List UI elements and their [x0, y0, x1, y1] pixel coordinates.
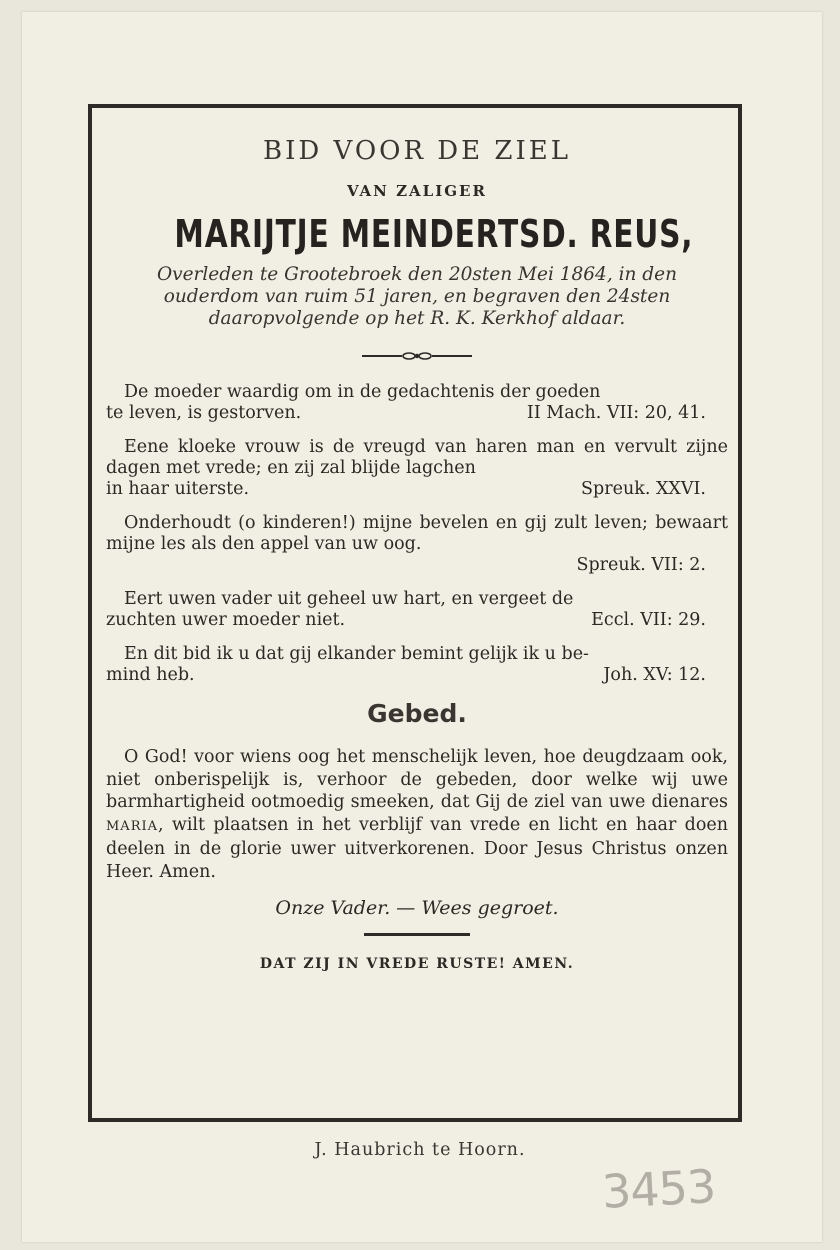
- verse-reference: Spreuk. XXVI.: [581, 479, 706, 499]
- death-details-line: daaropvolgende op het R. K. Kerkhof aldaar.: [208, 308, 626, 329]
- verse-reference: Eccl. VII: 29.: [591, 610, 706, 630]
- verse-text: mind heb.: [106, 665, 195, 685]
- closing-prayers: Onze Vader. — Wees gegroet.: [275, 897, 559, 919]
- card-border-frame: [88, 104, 742, 1122]
- prayer-title: Gebed.: [367, 699, 467, 728]
- divider-rule: [364, 933, 470, 936]
- verse: [106, 382, 728, 424]
- verse-text: Eene kloeke vrouw is de vreugd van haren man en vervult zijne dagen met vrede; en zij zal blijde lagchen: [106, 437, 728, 478]
- heading-prayer-for-soul: BID VOOR DE ZIEL: [263, 136, 571, 166]
- scripture-verses: [106, 382, 728, 686]
- death-details: [106, 264, 728, 330]
- verse-text: zuchten uwer moeder niet.: [106, 610, 346, 630]
- death-details-line: Overleden te Grootebroek den 20sten Mei 1864, in den: [156, 264, 677, 285]
- verse-reference: Spreuk. VII: 2.: [576, 555, 706, 575]
- death-details-line: ouderdom van ruim 51 jaren, en begraven den 24sten: [163, 286, 671, 307]
- catalog-number-handwritten: 3453: [600, 1159, 717, 1219]
- prayer-text: [106, 746, 728, 883]
- ornament-divider-icon: [362, 350, 472, 362]
- verse: [106, 644, 728, 686]
- prayer-deceased-name: MARIA: [106, 818, 159, 834]
- heading-of-deceased: VAN ZALIGER: [347, 182, 487, 200]
- prayer-text-part: , wilt plaatsen in het verblijf van vrede en licht en haar doen deelen in de glorie uwer uitverkorenen. Door Jesus Christus onzen Heer. Amen.: [106, 814, 728, 882]
- verse-text: En dit bid ik u dat gij elkander bemint gelijk ik u be-: [124, 644, 589, 664]
- verse-reference: Joh. XV: 12.: [603, 665, 706, 685]
- rest-in-peace-line: DAT ZIJ IN VREDE RUSTE! AMEN.: [259, 956, 575, 972]
- verse: [106, 513, 728, 576]
- verse: [106, 589, 728, 631]
- verse: [106, 437, 728, 500]
- verse-text: Onderhoudt (o kinderen!) mijne bevelen en gij zult leven; bewaart mijne les als den appel van uw oog.: [106, 513, 728, 554]
- verse-text: De moeder waardig om in de gedachtenis der goeden: [124, 382, 601, 402]
- verse-text: in haar uiterste.: [106, 479, 250, 499]
- verse-reference: II Mach. VII: 20, 41.: [526, 403, 706, 423]
- printer-imprint: J. Haubrich te Hoorn.: [314, 1140, 526, 1160]
- verse-text: te leven, is gestorven.: [106, 403, 302, 423]
- verse-text: Eert uwen vader uit geheel uw hart, en vergeet de: [124, 589, 574, 609]
- prayer-text-part: O God! voor wiens oog het menschelijk leven, hoe deugdzaam ook, niet onberispelijk is, verhoor de gebeden, door welke wij uwe barmhartigheid ootmoedig smeeken, dat Gij de ziel van uwe dienares: [106, 747, 728, 812]
- deceased-name: MARIJTJE MEINDERTSD. REUS,: [174, 212, 694, 256]
